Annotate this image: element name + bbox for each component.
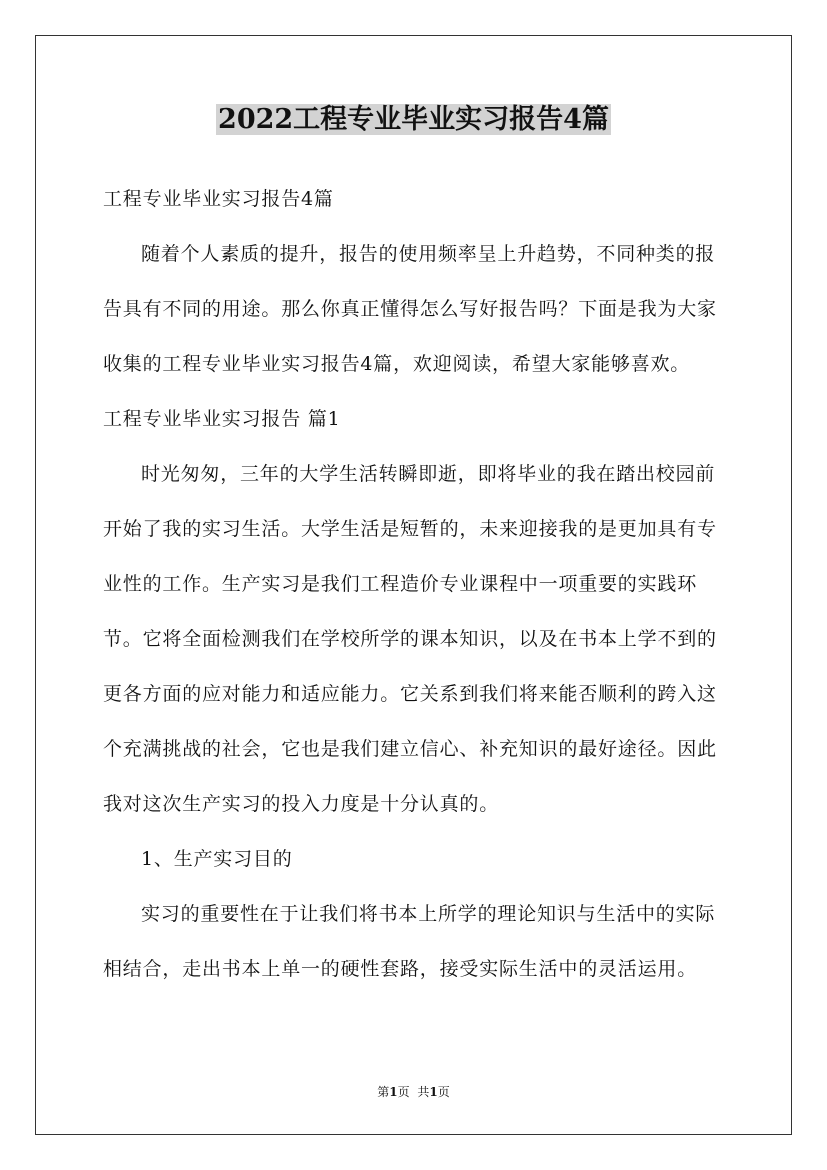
section-heading: 工程专业毕业实习报告4篇 <box>103 188 334 210</box>
body-paragraph: 时光匆匆，三年的大学生活转瞬即逝，即将毕业的我在踏出校园前开始了我的实习生活。大学生活是短暂的，未来迎接我的是更加具有专业性的工作。生产实习是我们工程造价专业课程中一项重要的实践环节。它将全面检测我们在学校所学的课本知识，以及在书本上学不到的更各方面的应对能力和适应能力。它关系到我们将来能否顺利的跨入这个充满挑战的社会，它也是我们建立信心、补充知识的最好途径。因此我对这次生产实习的投入力度是十分认真的。 <box>103 463 717 815</box>
page-footer <box>0 1083 827 1101</box>
page-label-suffix: 页 <box>397 1085 410 1099</box>
section-heading-part-1: 工程专业毕业实习报告 篇1 <box>103 408 341 430</box>
body-paragraph-purpose: 实习的重要性在于让我们将书本上所学的理论知识与生活中的实际相结合，走出书本上单一的硬性套路，接受实际生活中的灵活运用。 <box>103 903 716 980</box>
document-title <box>0 100 827 140</box>
total-label-prefix: 共 <box>417 1085 430 1099</box>
page-label-prefix: 第 <box>377 1085 390 1099</box>
document-body <box>103 172 731 997</box>
total-pages: 1 <box>429 1085 438 1099</box>
total-label-suffix: 页 <box>437 1085 450 1099</box>
intro-paragraph: 随着个人素质的提升，报告的使用频率呈上升趋势，不同种类的报告具有不同的用途。那么你真正懂得怎么写好报告吗？下面是我为大家收集的工程专业毕业实习报告4篇，欢迎阅读，希望大家能够喜欢。 <box>103 243 717 375</box>
document-title-text: 2022工程专业毕业实习报告4篇 <box>218 104 609 135</box>
page-number: 1 <box>389 1085 398 1099</box>
sub-heading-purpose: 1、生产实习目的 <box>141 848 293 870</box>
